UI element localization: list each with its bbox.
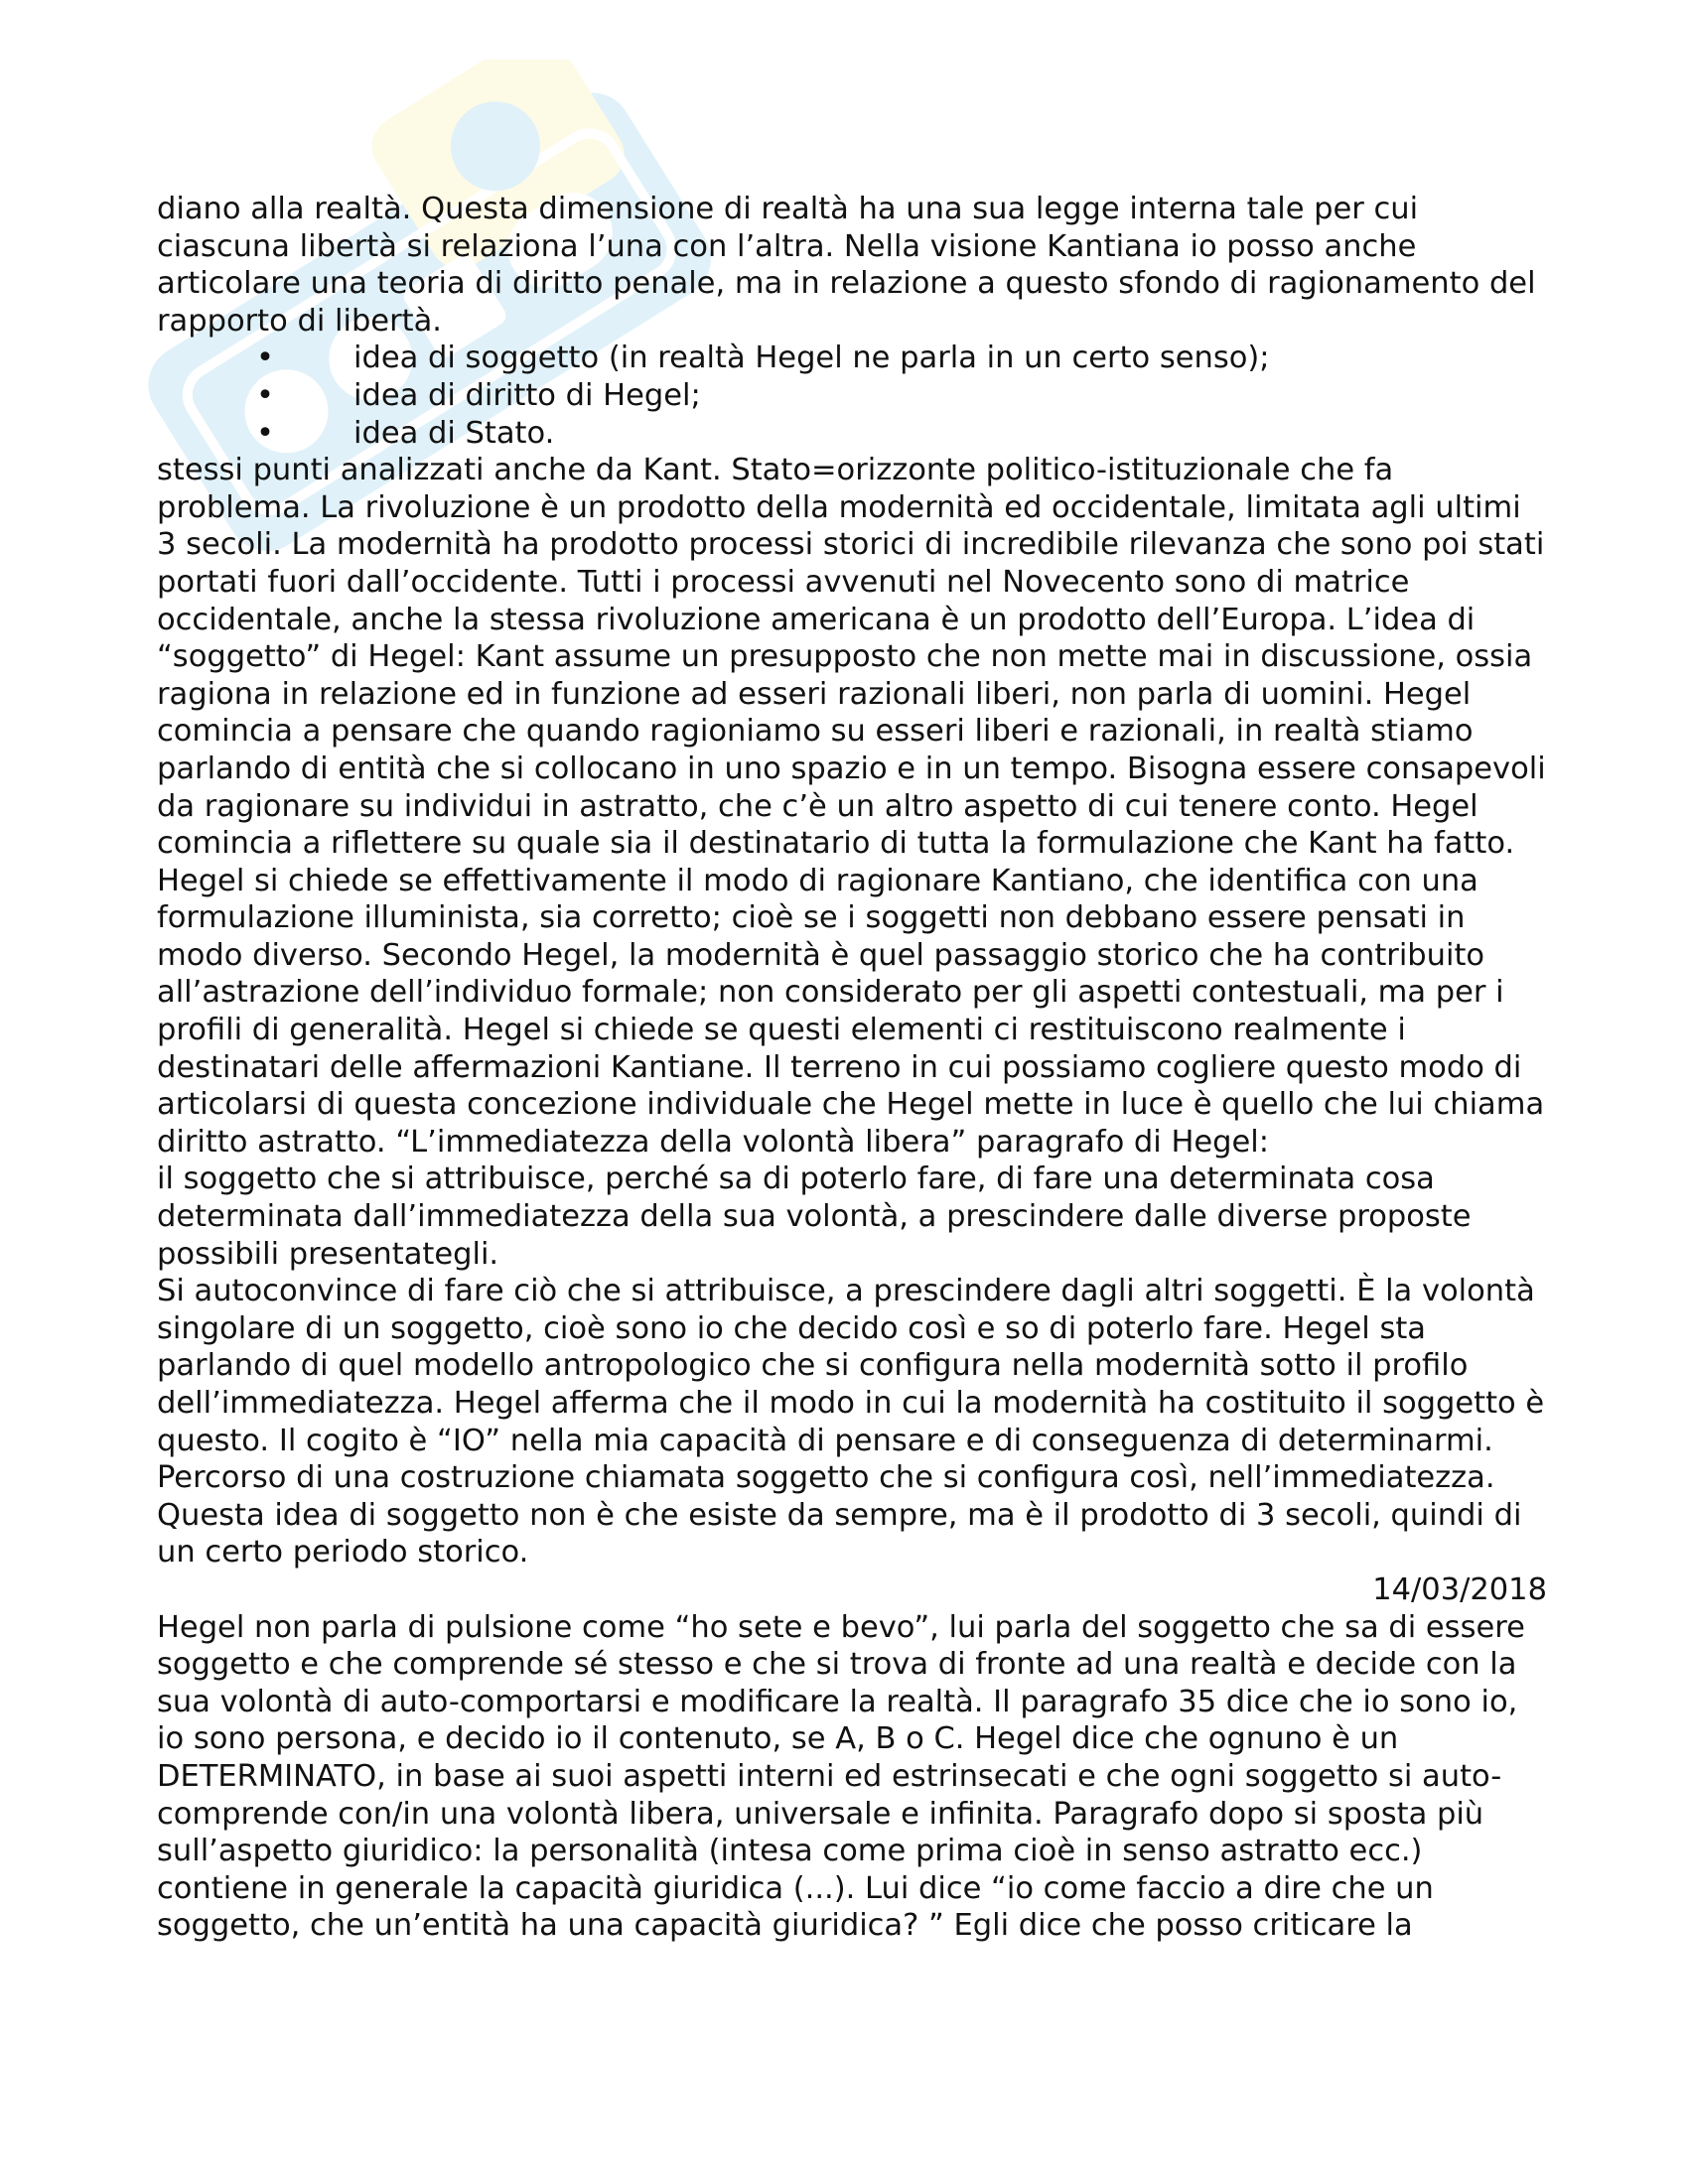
paragraph-quote: il soggetto che si attribuisce, perché sa di poterlo fare, di fare una determinata cosa determinata dall’immediatezza della sua volontà, a prescindere dalle diverse proposte possibili presentategli.: [157, 1161, 1472, 1272]
paragraph-final: Hegel non parla di pulsione come “ho sete e bevo”, lui parla del soggetto che sa di essere soggetto e che comprende sé stesso e che si trova di fronte ad una realtà e decide con la sua volontà di auto-comportarsi e modificare la realtà. Il paragrafo 35 dice che io sono io, io sono persona, e decido io il contenuto, se A, B o C. Hegel dice che ognuno è un DETERMINATO, in base ai suoi aspetti interni ed estrinsecati e che ogni soggetto si auto-comprende con/in una volontà libera, universale e infinita. Paragrafo dopo si sposta più sull’aspetto giuridico: la personalità (intesa come prima cioè in senso astratto ecc.) contiene in generale la capacità giuridica (...). Lui dice “io come faccio a dire che un soggetto, che un’entità ha una capacità giuridica? ” Egli dice che posso criticare la: [157, 1609, 1525, 1944]
bullet-item: [157, 340, 1547, 377]
bullet-item: [157, 377, 1547, 415]
bullet-item: [157, 415, 1547, 453]
paragraph-cogito: Si autoconvince di fare ciò che si attribuisce, a prescindere dagli altri soggetti. È la volontà singolare di un soggetto, cioè sono io che decido così e so di poterlo fare. Hegel sta parlando di quel modello antropologico che si configura nella modernità sotto il profilo dell’immediatezza. Hegel afferma che il modo in cui la modernità ha costituito il soggetto è questo. Il cogito è “IO” nella mia capacità di pensare e di conseguenza di determinarmi. Percorso di una costruzione chiamata soggetto che si configura così, nell’immediatezza. Questa idea di soggetto non è che esiste da sempre, ma è il prodotto di 3 secoli, quindi di un certo periodo storico.: [157, 1274, 1545, 1570]
bullet-text: idea di diritto di Hegel;: [353, 377, 701, 413]
bullet-icon: •: [256, 341, 274, 376]
document-text: [157, 191, 1547, 1945]
lecture-date: 14/03/2018: [1372, 1571, 1547, 1607]
bullet-icon: •: [256, 415, 274, 451]
paragraph-main: stessi punti analizzati anche da Kant. Stato=orizzonte politico-istituzionale che fa problema. La rivoluzione è un prodotto della modernità ed occidentale, limitata agli ultimi 3 secoli. La modernità ha prodotto processi storici di incredibile rilevanza che sono poi stati portati fuori dall’occidente. Tutti i processi avvenuti nel Novecento sono di matrice occidentale, anche la stessa rivoluzione americana è un prodotto dell’Europa. L’idea di “soggetto” di Hegel: Kant assume un presupposto che non mette mai in discussione, ossia ragiona in relazione ed in funzione ad esseri razionali liberi, non parla di uomini. Hegel comincia a pensare che quando ragioniamo su esseri liberi e razionali, in realtà stiamo parlando di entità che si collocano in uno spazio e in un tempo. Bisogna essere consapevoli da ragionare su individui in astratto, che c’è un altro aspetto di cui tenere conto. Hegel comincia a riflettere su quale sia il destinatario di tutta la formulazione che Kant ha fatto. Hegel si chiede se effettivamente il modo di ragionare Kantiano, che identifica con una formulazione illuminista, sia corretto; cioè se i soggetti non debbano essere pensati in modo diverso. Secondo Hegel, la modernità è quel passaggio storico che ha contribuito all’astrazione dell’individuo formale; non considerato per gli aspetti contestuali, ma per i profili di generalità. Hegel si chiede se questi elementi ci restituiscono realmente i destinatari delle affermazioni Kantiane. Il terreno in cui possiamo cogliere questo modo di articolarsi di questa concezione individuale che Hegel mette in luce è quello che lui chiama diritto astratto. “L’immediatezza della volontà libera” paragrafo di Hegel:: [157, 453, 1546, 1160]
bullet-text: idea di soggetto (in realtà Hegel ne parla in un certo senso);: [353, 341, 1270, 376]
bullet-text: idea di Stato.: [353, 415, 555, 451]
bullet-list: [157, 340, 1547, 452]
bullet-icon: •: [256, 377, 274, 413]
paragraph-intro: diano alla realtà. Questa dimensione di realtà ha una sua legge interna tale per cui ciascuna libertà si relaziona l’una con l’altra. Nella visione Kantiana io posso anche articolare una teoria di diritto penale, ma in relazione a questo sfondo di ragionamento del rapporto di libertà.: [157, 192, 1536, 339]
